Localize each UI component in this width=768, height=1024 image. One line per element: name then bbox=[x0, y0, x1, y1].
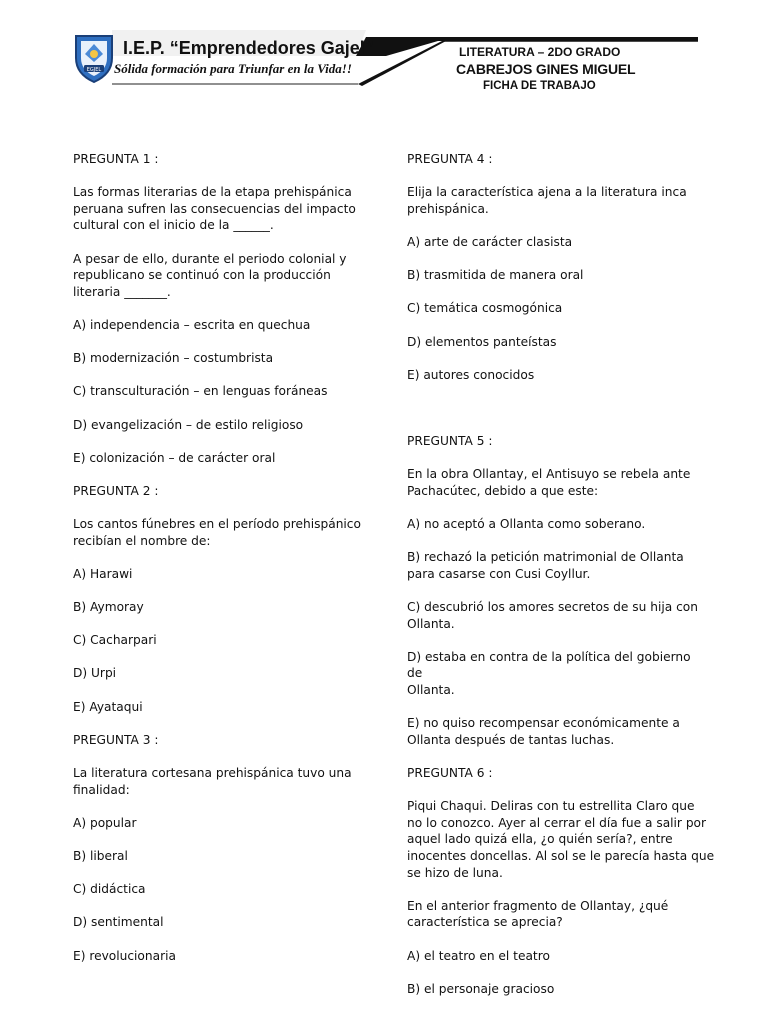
question-label: PREGUNTA 3 : bbox=[73, 732, 159, 747]
answer-option: A) independencia – escrita en quechua bbox=[73, 317, 311, 332]
right-column bbox=[407, 151, 715, 997]
answer-option: E) revolucionaria bbox=[73, 948, 176, 963]
answer-option: C) didáctica bbox=[73, 882, 146, 897]
answer-option: A) no aceptó a Ollanta como soberano. bbox=[407, 517, 646, 532]
school-shield-icon bbox=[72, 32, 116, 84]
question-text-line: prehispánica. bbox=[407, 201, 489, 216]
answer-option: D) Urpi bbox=[73, 666, 117, 681]
answer-option: C) descubrió los amores secretos de su hija con Ollanta. bbox=[407, 600, 698, 631]
answer-option: B) liberal bbox=[73, 848, 128, 863]
course-title: LITERATURA – 2DO GRADO bbox=[459, 45, 621, 59]
question-text-line: Las formas literarias de la etapa prehispánica bbox=[73, 185, 352, 200]
answer-option: E) Ayataqui bbox=[73, 699, 143, 714]
answer-option: D) elementos panteístas bbox=[407, 334, 557, 349]
answer-option: E) colonización – de carácter oral bbox=[73, 450, 276, 465]
question-text-line: En la obra Ollantay, el Antisuyo se rebela ante bbox=[407, 467, 691, 482]
answer-option: C) Cacharpari bbox=[73, 633, 157, 648]
question-text-line: característica se aprecia? bbox=[407, 915, 563, 930]
question-text-line: A pesar de ello, durante el periodo colonial y bbox=[73, 251, 347, 266]
school-motto: Sólida formación para Triunfar en la Vida!! bbox=[114, 61, 352, 76]
question-text-line: La literatura cortesana prehispánica tuvo una bbox=[73, 765, 352, 780]
question-text-line: no lo conozco. Ayer al cerrar el día fue a salir por bbox=[407, 815, 707, 830]
school-name: I.E.P. “Emprendedores Gajel” bbox=[123, 38, 374, 58]
question-text-line: recibían el nombre de: bbox=[73, 533, 211, 548]
document-type: FICHA DE TRABAJO bbox=[483, 80, 596, 92]
answer-option: D) evangelización – de estilo religioso bbox=[73, 417, 304, 432]
question-label: PREGUNTA 2 : bbox=[73, 483, 159, 498]
question-text-line: Elija la característica ajena a la literatura inca bbox=[407, 185, 687, 200]
question-text-line: Piqui Chaqui. Deliras con tu estrellita Claro que bbox=[407, 799, 695, 814]
question-label: PREGUNTA 6 : bbox=[407, 765, 493, 780]
answer-option: A) el teatro en el teatro bbox=[407, 948, 550, 963]
left-column bbox=[73, 151, 373, 964]
question-text-line: En el anterior fragmento de Ollantay, ¿qué bbox=[407, 898, 669, 913]
question-text-line: republicano se continuó con la producción bbox=[73, 268, 331, 283]
question-text-line: aquel lado quizá ella, ¿o quién sería?, entre bbox=[407, 832, 673, 847]
answer-option: B) el personaje gracioso bbox=[407, 981, 555, 996]
teacher-name: CABREJOS GINES MIGUEL bbox=[456, 61, 636, 77]
question-text-line: inocentes doncellas. Al sol se le parecía hasta que bbox=[407, 848, 715, 863]
answer-option: E) no quiso recompensar económicamente a Ollanta después de tantas luchas. bbox=[407, 716, 680, 747]
question-text-line: se hizo de luna. bbox=[407, 865, 503, 880]
answer-option: D) sentimental bbox=[73, 915, 164, 930]
answer-option: B) modernización – costumbrista bbox=[73, 351, 274, 366]
question-text-line: cultural con el inicio de la ______. bbox=[73, 218, 274, 233]
question-label: PREGUNTA 1 : bbox=[73, 152, 159, 166]
question-text-line: Pachacútec, debido a que este: bbox=[407, 483, 599, 498]
answer-option: C) temática cosmogónica bbox=[407, 301, 563, 316]
answer-option: B) rechazó la petición matrimonial de Ollanta para casarse con Cusi Coyllur. bbox=[407, 550, 684, 581]
answer-option: D) estaba en contra de la política del gobierno de Ollanta. bbox=[407, 649, 691, 698]
svg-text:EGJEL: EGJEL bbox=[86, 66, 102, 73]
question-label: PREGUNTA 5 : bbox=[407, 434, 493, 449]
worksheet-header bbox=[66, 24, 698, 98]
answer-option: A) Harawi bbox=[73, 566, 133, 581]
answer-option: E) autores conocidos bbox=[407, 367, 535, 382]
question-text-line: Los cantos fúnebres en el período prehispánico bbox=[73, 517, 361, 532]
question-text-line: literaria _______. bbox=[73, 284, 171, 299]
answer-option: C) transculturación – en lenguas foráneas bbox=[73, 384, 328, 399]
answer-option: A) arte de carácter clasista bbox=[407, 234, 573, 249]
answer-option: B) trasmitida de manera oral bbox=[407, 268, 584, 283]
answer-option: B) Aymoray bbox=[73, 600, 144, 615]
question-text-line: finalidad: bbox=[73, 782, 130, 797]
question-text-line: peruana sufren las consecuencias del impacto bbox=[73, 201, 356, 216]
answer-option: A) popular bbox=[73, 815, 137, 830]
question-label: PREGUNTA 4 : bbox=[407, 152, 493, 166]
